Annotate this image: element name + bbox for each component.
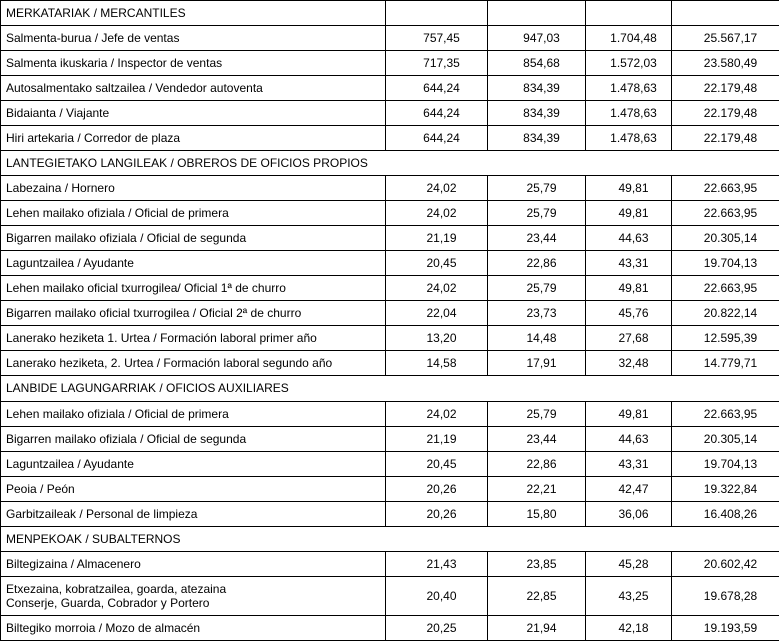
- value-cell: 49,81: [586, 276, 672, 301]
- table-row: [1, 351, 779, 376]
- value-cell: 22.663,95: [672, 401, 779, 426]
- value-cell: 15,80: [488, 501, 586, 526]
- job-title: Lanerako heziketa, 2. Urtea / Formación laboral segundo año: [1, 351, 386, 376]
- value-cell: 19.322,84: [672, 476, 779, 501]
- job-title: Autosalmentako saltzailea / Vendedor autoventa: [1, 76, 386, 101]
- job-title: Salmenta-burua / Jefe de ventas: [1, 26, 386, 51]
- value-cell: 14.779,71: [672, 351, 779, 376]
- value-cell: 49,81: [586, 401, 672, 426]
- value-cell: 834,39: [488, 76, 586, 101]
- value-cell: 20.822,14: [672, 301, 779, 326]
- job-title: Salmenta ikuskaria / Inspector de ventas: [1, 51, 386, 76]
- value-cell: 20,26: [386, 476, 488, 501]
- value-cell: 25,79: [488, 201, 586, 226]
- value-cell: 22.663,95: [672, 201, 779, 226]
- value-cell: 42,18: [586, 615, 672, 640]
- value-cell: 854,68: [488, 51, 586, 76]
- value-cell: 21,19: [386, 426, 488, 451]
- table-row: [1, 615, 779, 640]
- value-cell: 22,04: [386, 301, 488, 326]
- table-row: [1, 426, 779, 451]
- table-row: [1, 251, 779, 276]
- value-cell: 1.572,03: [586, 51, 672, 76]
- value-cell: 43,31: [586, 451, 672, 476]
- table-row: [1, 51, 779, 76]
- value-cell: 19.678,28: [672, 576, 779, 615]
- value-cell: 22,85: [488, 576, 586, 615]
- value-cell: 42,47: [586, 476, 672, 501]
- value-cell: 20,26: [386, 501, 488, 526]
- value-cell: 20,25: [386, 615, 488, 640]
- value-cell: 717,35: [386, 51, 488, 76]
- job-title-line-es: Conserje, Guarda, Cobrador y Portero: [6, 595, 210, 610]
- job-title: Peoia / Peón: [1, 476, 386, 501]
- value-cell: 22,86: [488, 251, 586, 276]
- job-title: Lehen mailako ofiziala / Oficial de primera: [1, 201, 386, 226]
- value-cell: 21,94: [488, 615, 586, 640]
- value-cell: 24,02: [386, 401, 488, 426]
- value-cell: 22.179,48: [672, 101, 779, 126]
- job-title: Bigarren mailako ofiziala / Oficial de segunda: [1, 426, 386, 451]
- value-cell: 17,91: [488, 351, 586, 376]
- value-cell: 12.595,39: [672, 326, 779, 351]
- value-cell: 14,58: [386, 351, 488, 376]
- value-cell: 49,81: [586, 176, 672, 201]
- section-row: [1, 526, 779, 551]
- value-cell: 22,21: [488, 476, 586, 501]
- value-cell: 24,02: [386, 201, 488, 226]
- table-row: [1, 551, 779, 576]
- value-cell: 25.567,17: [672, 26, 779, 51]
- table-row: [1, 451, 779, 476]
- section-label: LANBIDE LAGUNGARRIAK / OFICIOS AUXILIARES: [1, 376, 779, 401]
- value-cell: 43,25: [586, 576, 672, 615]
- table-row: [1, 301, 779, 326]
- value-cell: 24,02: [386, 176, 488, 201]
- table-row: [1, 476, 779, 501]
- value-cell: 23,85: [488, 551, 586, 576]
- table-row: [1, 126, 779, 151]
- value-cell: 644,24: [386, 101, 488, 126]
- table-row: [1, 76, 779, 101]
- value-cell: 25,79: [488, 276, 586, 301]
- value-cell: 24,02: [386, 276, 488, 301]
- value-cell: 644,24: [386, 76, 488, 101]
- value-cell: 49,81: [586, 201, 672, 226]
- value-cell: 36,06: [586, 501, 672, 526]
- value-cell: 20.602,42: [672, 551, 779, 576]
- value-cell: 23,44: [488, 226, 586, 251]
- value-cell: 757,45: [386, 26, 488, 51]
- value-cell: 644,24: [386, 126, 488, 151]
- value-cell: 23.580,49: [672, 51, 779, 76]
- section-label: MENPEKOAK / SUBALTERNOS: [1, 526, 779, 551]
- job-title: Lehen mailako oficial txurrogilea/ Oficial 1ª de churro: [1, 276, 386, 301]
- value-cell: 45,28: [586, 551, 672, 576]
- job-title: Lehen mailako ofiziala / Oficial de primera: [1, 401, 386, 426]
- job-title: Labezaina / Hornero: [1, 176, 386, 201]
- section-row: [1, 151, 779, 176]
- section-label: LANTEGIETAKO LANGILEAK / OBREROS DE OFICIOS PROPIOS: [1, 151, 779, 176]
- value-cell: 1.478,63: [586, 101, 672, 126]
- value-cell: 22.663,95: [672, 276, 779, 301]
- value-cell: 25,79: [488, 401, 586, 426]
- value-cell: 23,73: [488, 301, 586, 326]
- value-cell: 20,45: [386, 451, 488, 476]
- table-row: [1, 226, 779, 251]
- table-row: [1, 201, 779, 226]
- job-title: Biltegizaina / Almacenero: [1, 551, 386, 576]
- value-cell: 21,43: [386, 551, 488, 576]
- value-cell: 45,76: [586, 301, 672, 326]
- value-cell: 834,39: [488, 101, 586, 126]
- job-title: Biltegiko morroia / Mozo de almacén: [1, 615, 386, 640]
- table-row: [1, 26, 779, 51]
- table-row: [1, 501, 779, 526]
- value-cell: 13,20: [386, 326, 488, 351]
- value-cell: 23,44: [488, 426, 586, 451]
- job-title-line-eu: Etxezaina, kobratzailea, goarda, atezaina: [6, 581, 227, 596]
- section-label: MERKATARIAK / MERCANTILES: [1, 1, 386, 26]
- table-row: [1, 176, 779, 201]
- value-cell: 20,40: [386, 576, 488, 615]
- value-cell: 1.704,48: [586, 26, 672, 51]
- table-row: [1, 576, 779, 615]
- value-cell: 22.179,48: [672, 76, 779, 101]
- value-cell: 25,79: [488, 176, 586, 201]
- table-row: [1, 276, 779, 301]
- value-cell: 44,63: [586, 426, 672, 451]
- value-cell: 20,45: [386, 251, 488, 276]
- value-cell: 44,63: [586, 226, 672, 251]
- table-row: [1, 326, 779, 351]
- value-cell: 22.179,48: [672, 126, 779, 151]
- value-cell: 22,86: [488, 451, 586, 476]
- value-cell: 14,48: [488, 326, 586, 351]
- section-row: [1, 1, 779, 26]
- value-cell: 43,31: [586, 251, 672, 276]
- value-cell: 20.305,14: [672, 426, 779, 451]
- section-row: [1, 376, 779, 401]
- value-cell: 22.663,95: [672, 176, 779, 201]
- value-cell: 21,19: [386, 226, 488, 251]
- job-title: Lanerako heziketa 1. Urtea / Formación laboral primer año: [1, 326, 386, 351]
- value-cell: 16.408,26: [672, 501, 779, 526]
- job-title: Bigarren mailako ofiziala / Oficial de segunda: [1, 226, 386, 251]
- value-cell: 19.704,13: [672, 251, 779, 276]
- table-row: [1, 101, 779, 126]
- value-cell: 834,39: [488, 126, 586, 151]
- table-row: [1, 401, 779, 426]
- value-cell: 19.193,59: [672, 615, 779, 640]
- job-title: [1, 576, 386, 615]
- value-cell: 20.305,14: [672, 226, 779, 251]
- job-title: Laguntzailea / Ayudante: [1, 451, 386, 476]
- job-title: Garbitzaileak / Personal de limpieza: [1, 501, 386, 526]
- job-title: Bidaianta / Viajante: [1, 101, 386, 126]
- job-title: Bigarren mailako oficial txurrogilea / Oficial 2ª de churro: [1, 301, 386, 326]
- value-cell: 1.478,63: [586, 126, 672, 151]
- value-cell: 27,68: [586, 326, 672, 351]
- job-title: Laguntzailea / Ayudante: [1, 251, 386, 276]
- value-cell: 19.704,13: [672, 451, 779, 476]
- value-cell: 947,03: [488, 26, 586, 51]
- value-cell: 1.478,63: [586, 76, 672, 101]
- job-title: Hiri artekaria / Corredor de plaza: [1, 126, 386, 151]
- value-cell: 32,48: [586, 351, 672, 376]
